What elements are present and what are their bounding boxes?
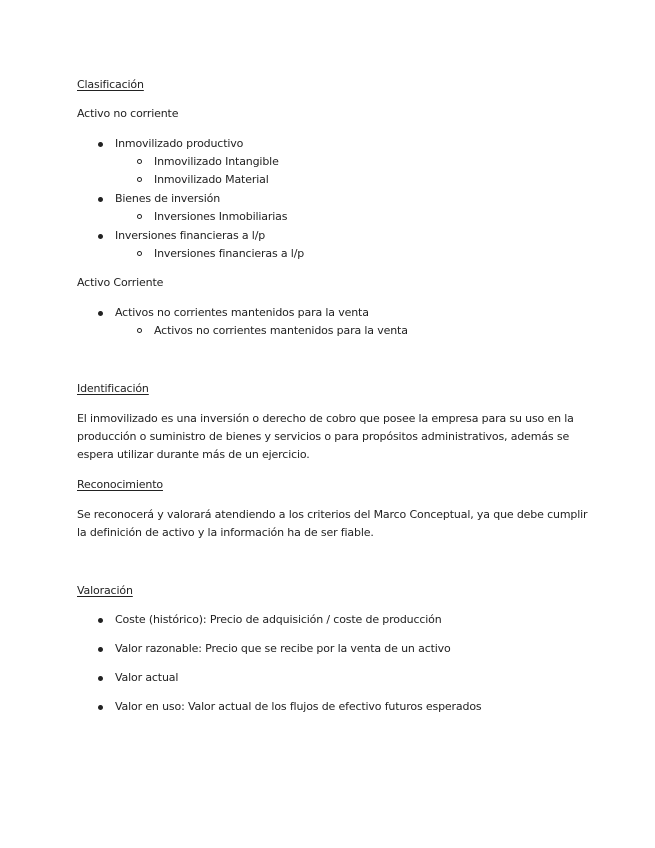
sub-list-item: Inmovilizado Intangible bbox=[154, 155, 279, 168]
list-item: Activos no corrientes mantenidos para la venta bbox=[115, 306, 369, 319]
reconocimiento-heading: Reconocimiento bbox=[77, 478, 163, 491]
clasificacion-heading: Clasificación bbox=[77, 78, 144, 91]
identificacion-heading: Identificación bbox=[77, 382, 149, 395]
valoracion-heading: Valoración bbox=[77, 584, 133, 597]
list-item: Valor razonable: Precio que se recibe por la venta de un activo bbox=[115, 642, 451, 655]
list-item: Valor actual bbox=[115, 671, 179, 684]
list-item: Inmovilizado productivo bbox=[115, 137, 244, 150]
list-item: Valor en uso: Valor actual de los flujos de efectivo futuros esperados bbox=[115, 700, 482, 713]
list-item: Bienes de inversión bbox=[115, 192, 221, 205]
list-item: Coste (histórico): Precio de adquisición / coste de producción bbox=[115, 613, 442, 626]
sub-list-item: Inversiones financieras a l/p bbox=[154, 247, 305, 260]
sub-list-item: Activos no corrientes mantenidos para la venta bbox=[154, 324, 408, 337]
activo-no-corriente-title: Activo no corriente bbox=[77, 107, 179, 120]
sub-list-item: Inversiones Inmobiliarias bbox=[154, 210, 288, 223]
sub-list-item: Inmovilizado Material bbox=[154, 173, 269, 186]
list-item: Inversiones financieras a l/p bbox=[115, 229, 266, 242]
paragraph-line: producción o suministro de bienes y servicios o para propósitos administrativos, además se bbox=[77, 430, 570, 443]
paragraph-line: la definición de activo y la información ha de ser fiable. bbox=[77, 526, 374, 539]
paragraph-line: El inmovilizado es una inversión o derecho de cobro que posee la empresa para su uso en la bbox=[77, 412, 574, 425]
activo-corriente-title: Activo Corriente bbox=[77, 276, 164, 289]
paragraph-line: Se reconocerá y valorará atendiendo a los criterios del Marco Conceptual, ya que debe cumplir bbox=[77, 508, 588, 521]
paragraph-line: espera utilizar durante más de un ejercicio. bbox=[77, 448, 310, 461]
